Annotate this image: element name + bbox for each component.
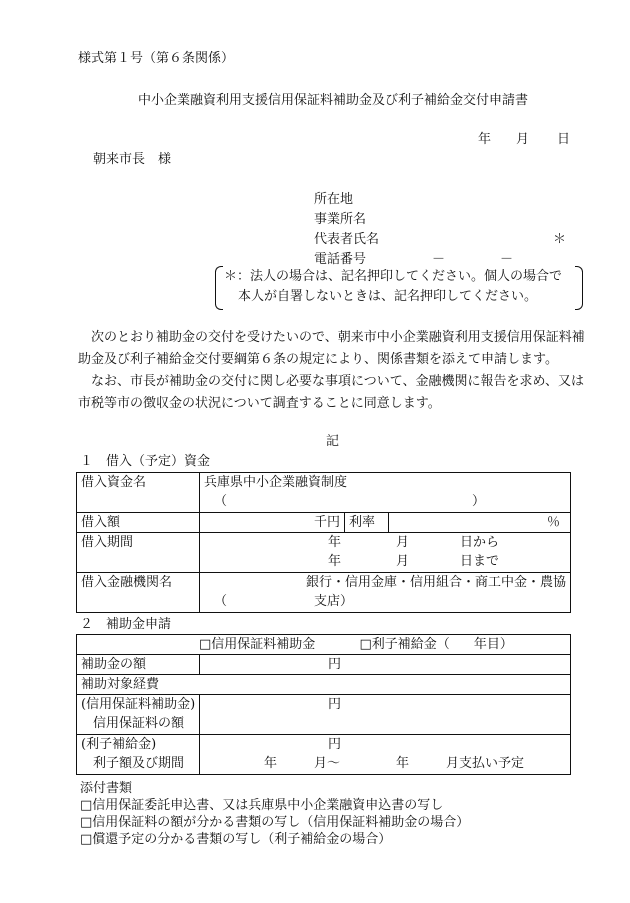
loan-name-label: 借入資金名 xyxy=(77,473,200,513)
attachment-item[interactable]: □信用保証料の額が分かる書類の写し（信用保証料補助金の場合） xyxy=(80,815,470,830)
interest-label-line1: (利子補給金) xyxy=(81,737,157,752)
addressee: 朝来市長 様 xyxy=(93,152,172,167)
form-number: 様式第１号（第６条関係） xyxy=(78,51,235,66)
loan-name-cell[interactable] xyxy=(200,473,571,513)
option-interest-years: 年目） xyxy=(473,637,513,652)
attachments-heading: 添付書類 xyxy=(80,781,133,796)
interest-amount-cell[interactable] xyxy=(200,735,571,775)
interest-rate-unit: ％ xyxy=(546,515,560,530)
consent-paragraph: なお、市長が補助金の交付に関し必要な事項について、金融機関に報告を求め、又は市税等市の徴収金の状況について調査することに同意します。 xyxy=(78,374,584,411)
loan-amount-label: 借入額 xyxy=(77,513,200,533)
attachment-item[interactable]: □償還予定の分かる書類の写し（利子補給金の場合） xyxy=(80,832,392,847)
phone-dash-1: － xyxy=(432,252,446,267)
loan-paren-close: ） xyxy=(472,494,486,509)
period-to-year: 年 xyxy=(328,554,342,569)
date-month: 月 xyxy=(516,132,530,147)
date-year: 年 xyxy=(478,132,492,147)
interest-amount-unit: 円 xyxy=(328,737,342,752)
bank-paren-open: （ xyxy=(214,594,228,609)
period-from-month: 月 xyxy=(396,535,410,550)
guarantee-label-line2: 信用保証料の額 xyxy=(93,716,185,731)
loan-name-value: 兵庫県中小企業融資制度 xyxy=(204,475,348,490)
subsidy-type-cell xyxy=(77,635,571,655)
loan-period-label: 借入期間 xyxy=(77,533,200,573)
period-from-year: 年 xyxy=(328,535,342,550)
section2-heading: ２ 補助金申請 xyxy=(80,617,172,632)
document-title: 中小企業融資利用支援信用保証料補助金及び利子補給金交付申請書 xyxy=(137,93,528,108)
option-interest[interactable]: □利子補給金（ xyxy=(359,637,450,652)
seal-mark: ＊ xyxy=(553,232,567,247)
section1-heading: １ 借入（予定）資金 xyxy=(80,454,211,469)
interest-from-year: 年 xyxy=(264,756,278,771)
note-line-2: 本人が自署しないときは、記名押印してください。 xyxy=(238,289,538,304)
ki-heading: 記 xyxy=(326,434,340,449)
bank-branch: 支店） xyxy=(314,594,354,609)
loan-period-cell[interactable] xyxy=(200,533,571,573)
interest-amount-label xyxy=(77,735,200,775)
loan-paren-open: （ xyxy=(214,494,228,509)
bank-types: 銀行・信用金庫・信用組合・商工中金・農協 xyxy=(305,575,566,590)
option-guarantee-fee[interactable]: □信用保証料補助金 xyxy=(199,637,316,652)
date-day: 日 xyxy=(557,132,571,147)
interest-to-month: 月支払い予定 xyxy=(446,756,525,771)
office-label: 事業所名 xyxy=(314,212,367,227)
loan-amount-cell[interactable] xyxy=(200,513,345,533)
guarantee-label-line1: (信用保証料補助金) xyxy=(81,697,196,712)
representative-label: 代表者氏名 xyxy=(314,232,380,247)
interest-to-year: 年 xyxy=(396,756,410,771)
phone-label: 電話番号 xyxy=(314,252,367,267)
guarantee-fee-label xyxy=(77,695,200,735)
subsidy-amount-label: 補助金の額 xyxy=(77,655,200,675)
subsidy-table xyxy=(76,634,571,775)
attachment-item[interactable]: □信用保証委託申込書、又は兵庫県中小企業融資申込書の写し xyxy=(80,798,444,813)
period-to-suffix: 日まで xyxy=(460,554,500,569)
phone-dash-2: － xyxy=(500,252,514,267)
period-from-suffix: 日から xyxy=(460,535,500,550)
period-to-month: 月 xyxy=(396,554,410,569)
loan-amount-unit: 千円 xyxy=(313,515,340,530)
interest-from-month: 月～ xyxy=(314,756,341,771)
address-label: 所在地 xyxy=(314,192,354,207)
application-paragraph: 次のとおり補助金の交付を受けたいので、朝来市中小企業融資利用支援信用保証料補助金及び利子補給金交付要綱第６条の規定により、関係書類を添えて申請します。 xyxy=(78,330,585,367)
guarantee-fee-unit: 円 xyxy=(328,697,342,712)
subsidy-amount-cell[interactable] xyxy=(200,655,571,675)
note-line-1: ＊：法人の場合は、記名押印してください。個人の場合で xyxy=(224,269,563,284)
subsidy-amount-unit: 円 xyxy=(328,657,342,672)
interest-rate-label: 利率 xyxy=(345,513,389,533)
guarantee-fee-cell[interactable] xyxy=(200,695,571,735)
bank-label: 借入金融機関名 xyxy=(77,573,200,613)
interest-label-line2: 利子額及び期間 xyxy=(93,756,185,771)
loan-table xyxy=(76,472,571,613)
target-expense-label: 補助対象経費 xyxy=(77,675,571,695)
bank-cell[interactable] xyxy=(200,573,571,613)
interest-rate-cell[interactable] xyxy=(389,513,571,533)
